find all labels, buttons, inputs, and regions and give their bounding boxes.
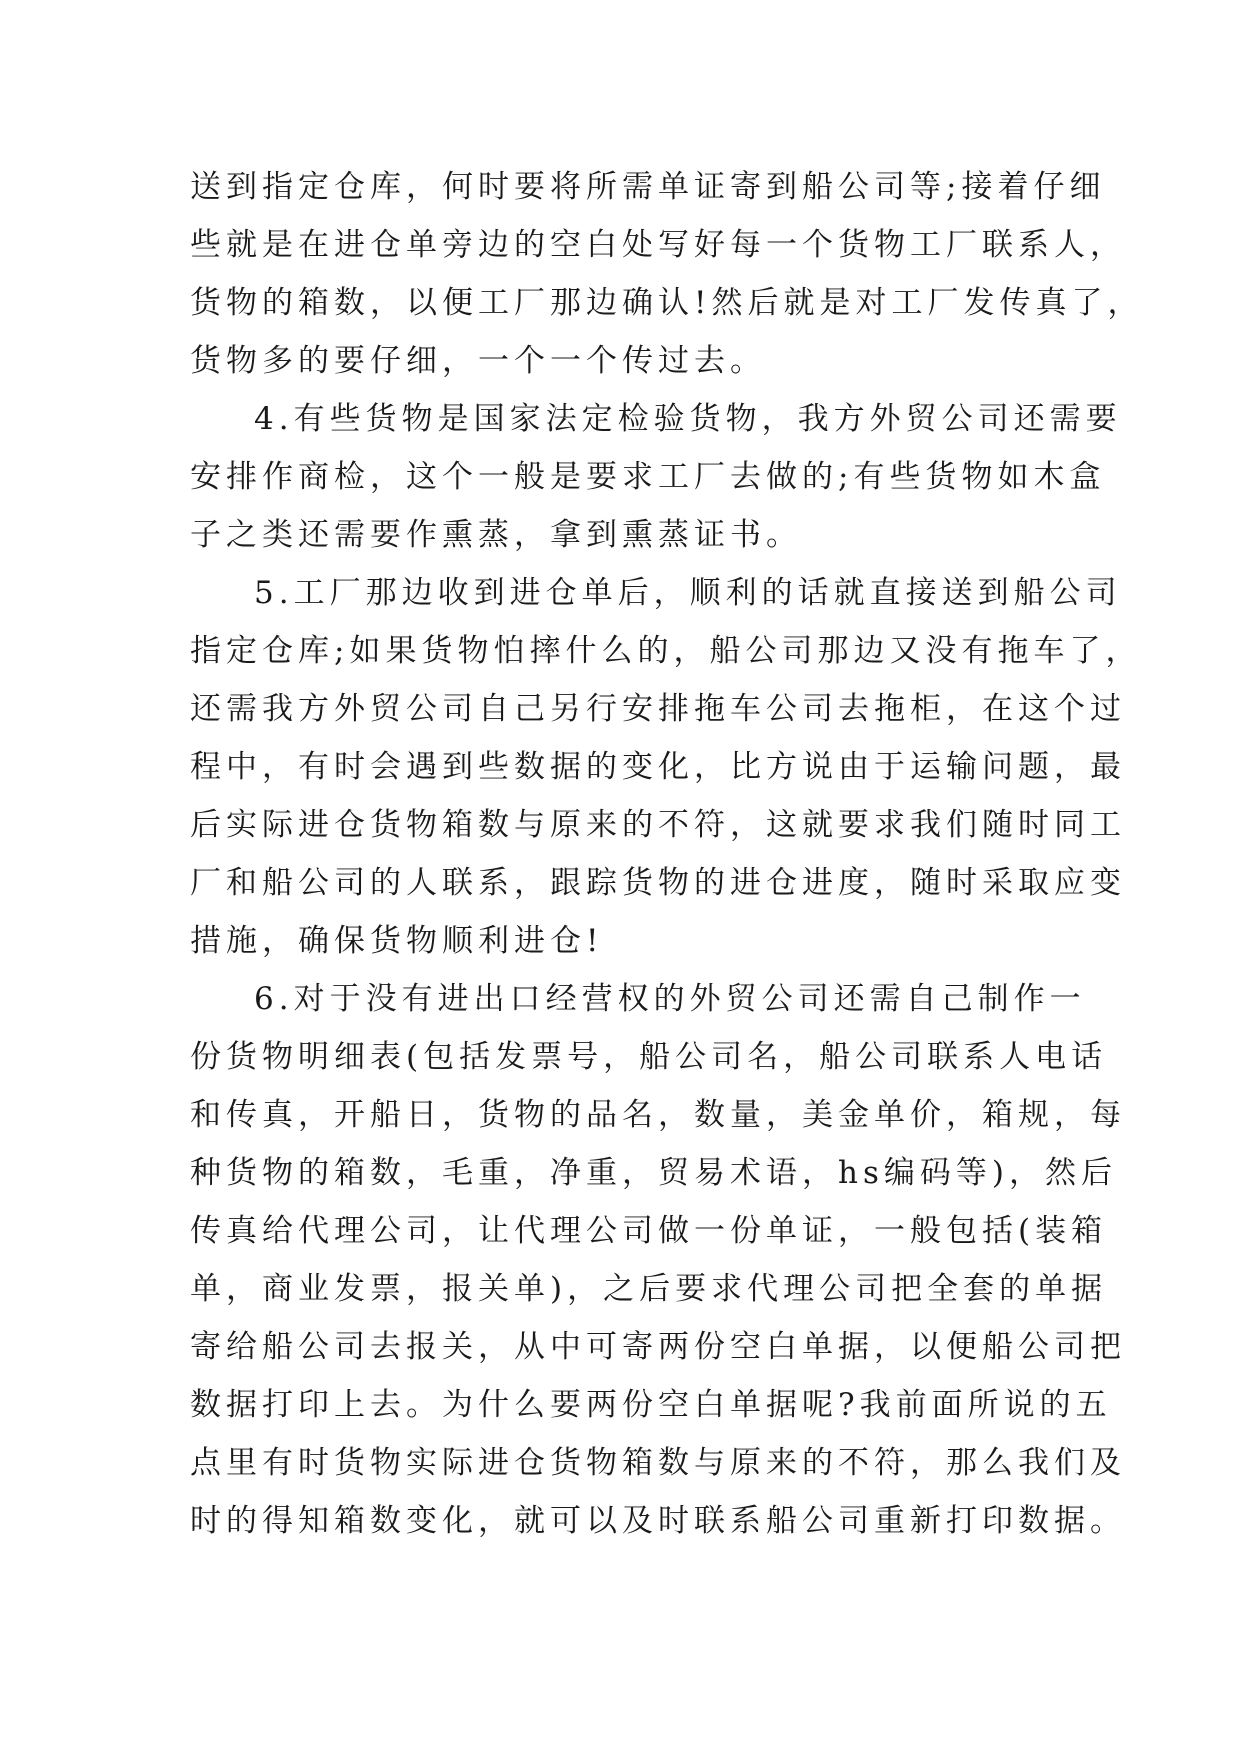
text-line: 时的得知箱数变化，就可以及时联系船公司重新打印数据。: [190, 1503, 1126, 1539]
text-line: 子之类还需要作熏蒸，拿到熏蒸证书。: [190, 517, 802, 553]
text-line: 数据打印上去。为什么要两份空白单据呢?我前面所说的五: [190, 1387, 1112, 1423]
text-line: 单，商业发票，报关单)，之后要求代理公司把全套的单据: [190, 1271, 1108, 1307]
text-line: 寄给船公司去报关，从中可寄两份空白单据，以便船公司把: [190, 1329, 1126, 1365]
text-line: 指定仓库;如果货物怕摔什么的，船公司那边又没有拖车了，: [190, 633, 1142, 669]
text-line: 还需我方外贸公司自己另行安排拖车公司去拖柜，在这个过: [190, 691, 1126, 727]
text-line: 送到指定仓库，何时要将所需单证寄到船公司等;接着仔细: [190, 169, 1106, 205]
text-line: 5.工厂那边收到进仓单后，顺利的话就直接送到船公司: [254, 575, 1122, 611]
document-body: [190, 158, 1144, 1550]
text-line: 和传真，开船日，货物的品名，数量，美金单价，箱规，每: [190, 1097, 1126, 1133]
text-line: 厂和船公司的人联系，跟踪货物的进仓进度，随时采取应变: [190, 865, 1126, 901]
text-line: 程中，有时会遇到些数据的变化，比方说由于运输问题，最: [190, 749, 1126, 785]
text-line: 4.有些货物是国家法定检验货物，我方外贸公司还需要: [254, 401, 1122, 437]
text-line: 安排作商检，这个一般是要求工厂去做的;有些货物如木盒: [190, 459, 1106, 495]
text-line: 传真给代理公司，让代理公司做一份单证，一般包括(装箱: [190, 1213, 1108, 1249]
text-line: 些就是在进仓单旁边的空白处写好每一个货物工厂联系人，: [190, 227, 1126, 263]
text-line: 货物的箱数，以便工厂那边确认!然后就是对工厂发传真了，: [190, 285, 1144, 321]
text-line: 货物多的要仔细，一个一个传过去。: [190, 343, 766, 379]
text-line: 种货物的箱数，毛重，净重，贸易术语，hs编码等)，然后: [190, 1155, 1117, 1191]
text-line: 后实际进仓货物箱数与原来的不符，这就要求我们随时同工: [190, 807, 1126, 843]
text-line: 6.对于没有进出口经营权的外贸公司还需自己制作一: [254, 981, 1086, 1017]
text-line: 点里有时货物实际进仓货物箱数与原来的不符，那么我们及: [190, 1445, 1126, 1481]
text-line: 措施，确保货物顺利进仓!: [190, 923, 604, 959]
text-line: 份货物明细表(包括发票号，船公司名，船公司联系人电话: [190, 1039, 1108, 1075]
